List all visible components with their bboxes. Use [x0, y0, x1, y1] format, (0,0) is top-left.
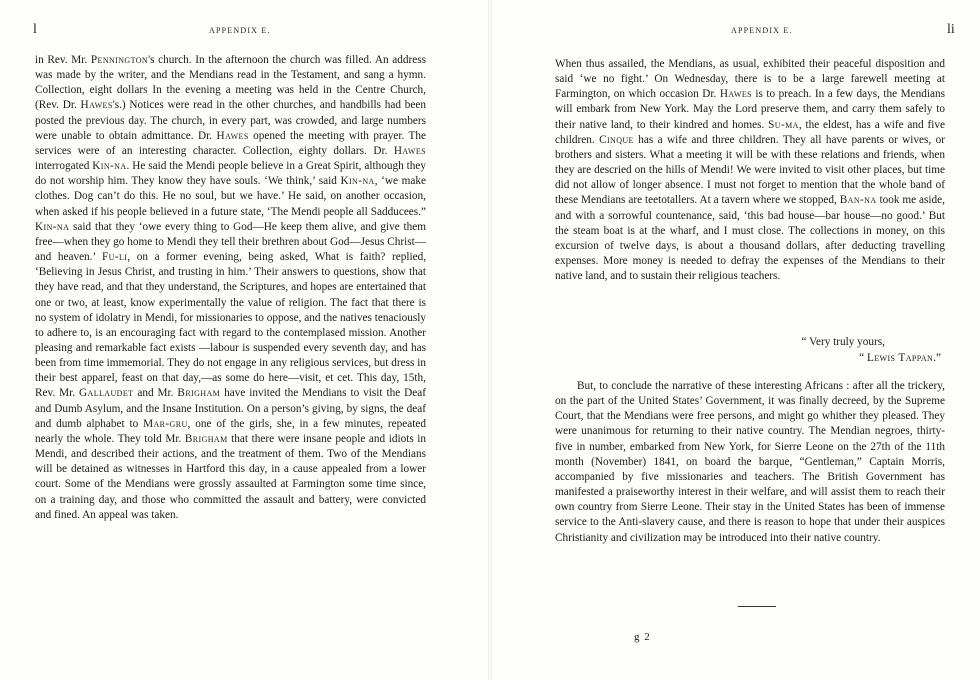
text-run: . He said the Mendi people believe in a Great Spirit, although they do not worship him. They know they have souls. ‘We think,’ said [35, 160, 426, 188]
text-run: When thus assailed, the Mendians, as usual, exhibited their peaceful disposition and said ‘we no fight.’ On Wednesday, there is to be a large farewell meeting at Farmington, on which occasion Dr. [555, 58, 945, 101]
text-run: , on a former evening, being asked, What is faith? replied, ‘Believing in Jesus Christ, and trusting in him.’ Their answers to questions, show that they have read, and that they understand, the Scriptures, and hopes are entertained that one or two, at least, know experimentally the value of religion. The fact that there is no system of idolatry in Mendi, for missionaries to oppose, and the natives tenaciously to adhere to, is an encouraging fact with regard to the contemplased mission. Another pleasing and remarkable fact exists —labour is suspended every seventh day, and has been from time immemorial. They do not engage in any religious services, but dress in their best apparel, feast on that day,—as some do here—visit, et cet. This day, 15th, Rev. Mr. [35, 251, 427, 400]
text-run: has a wife and three children. They all have parents or wives, or brothers and sisters. What a meeting it will be with these relations and friends, when they are descried on the hills of Mendi! We were invited to visit other places, but time did not allow of longer absence. I must not forget to mention that the whole band of these Mendians are teetotallers. At a tavern where we stopped, [555, 133, 945, 207]
text-run: opened the meeting with prayer. The services were of an interesting character. Collection, eighty dollars. Dr. [35, 129, 426, 157]
proper-name: Mar-gru [143, 417, 188, 430]
closing-paragraph-text: But, to conclude the narrative of these interesting Africans : after all the trickery, on the part of the United States’ Government, it was finally decreed, by the Supreme Court, that the Mendians were free persons, and might go whither they pleased. They were unanimous for returning to their native country. The Mendian negroes, thirty-five in number, embarked from New York, for Sierre Leone on the 27th of the 11th month (November) 1841, on board the barque, “Gentleman,” Captain Morris, accompanied by five missionaries and teachers. The British Government has manifested a praiseworthy interest in their welfare, and will assist them to reach their own country from Sierre Leone. Their stay in the United States has been of immense service to the Anti-slavery cause, and there is reason to hope that under their auspices Christianity and civilization may be introduced into their native country. [555, 380, 945, 544]
proper-name: Ban-na [839, 194, 877, 207]
proper-name: Gallaudet [79, 387, 134, 400]
right-body-text [555, 57, 945, 284]
left-running-header: APPENDIX E. [209, 26, 271, 35]
left-page-number: l [33, 22, 37, 37]
text-run: in Rev. Mr. [35, 54, 91, 66]
proper-name: Kin-na [92, 160, 127, 173]
right-running-header: APPENDIX E. [731, 26, 793, 35]
proper-name: Cinque [599, 133, 634, 146]
signature-name-line [555, 351, 945, 367]
text-run: , one of the girls, she, in a few minutes, repeated nearly the whole. They told Mr. [35, 417, 426, 445]
proper-name: Kin-na [340, 175, 375, 188]
proper-name: Hawes [216, 129, 249, 142]
right-page [490, 0, 980, 680]
section-rule [738, 606, 776, 607]
footer-signature-mark: g 2 [634, 631, 651, 643]
signature-name: Lewis Tappan [866, 351, 934, 364]
signature-quote-open: “ [859, 351, 867, 364]
signature-quote-close: .” [933, 351, 941, 364]
right-page-number: li [947, 22, 955, 37]
text-run: took me aside, and with a sorrowful countenance, said, ‘this bad house—bar house—no good.’ But the steam boat is at the wharf, and I must close. The collections in money, on this excursion of twelve days, is about a thousand dollars, after deducting travelling expenses. More money is needed to defray the expenses of the Mendians to their native land, and to sustain their religious teachers. [555, 194, 945, 283]
text-run: interrogated [35, 160, 93, 173]
proper-name: Hawes [393, 144, 426, 157]
proper-name: Fu-li [102, 251, 128, 264]
text-run: that there were insane people and idiots in Mendi, and described their actions, and the treatment of them. Two of the Mendians will be detained as witnesses in Hartford this day, in a cause appealed from a lower court. Some of the Mendians were grossly assaulted at Farmington some time since, on a training day, and those who committed the assault and battery, were convicted and fined. An appeal was taken. [35, 432, 427, 521]
proper-name: Hawes [80, 99, 113, 112]
proper-name: Su-ma [768, 118, 799, 131]
signature-valediction: “ Very truly yours, [801, 336, 885, 348]
proper-name: Brigham [177, 387, 221, 400]
proper-name: Pennington [90, 54, 149, 66]
text-run: 's.) Notices were read in the other churches, and handbills had been posted the previous day. The church, in every part, was crowded, and large numbers were unable to obtain admittance. Dr. [35, 99, 427, 142]
body-paragraph [35, 53, 426, 523]
text-run: , ‘we make clothes. Dog can’t do this. He no soul, but we have.’ He said, on another occasion, when asked if his people believed in a future state, ‘The Mendi people all Sadducees.” [35, 175, 426, 218]
proper-name: Kin-na [35, 220, 70, 233]
text-run: , the eldest, has a wife and five children. [555, 118, 945, 146]
proper-name: Brigham [184, 432, 228, 445]
text-run: 's church. In the afternoon the church was filled. An address was made by the writer, and the Mendians read in the Testament, and sang a hymn. Collection, eight dollars In the evening a meeting was held in the Centre Church, (Rev. Dr. [35, 54, 426, 112]
left-body-text [35, 53, 426, 523]
body-paragraph [555, 57, 945, 284]
text-run: is to preach. In a few days, the Mendians will embark from New York. May the Lord preserve them, and carry them safely to their native land, to their kindred and homes. [555, 88, 945, 131]
signature-block [555, 335, 945, 366]
closing-paragraph [555, 379, 945, 546]
text-run: have invited the Mendians to visit the Deaf and Dumb Asylum, and the Insane Institution. On a person’s giving, by signs, the deaf and dumb alphabet to [35, 387, 426, 430]
proper-name: Hawes [719, 88, 752, 101]
text-run: said that they ‘owe every thing to God—He keep them alive, and give them free—when they go home to Mendi they tell their brethren about God—Jesus Christ—and heaven.’ [35, 220, 426, 264]
text-run: and Mr. [133, 387, 178, 400]
